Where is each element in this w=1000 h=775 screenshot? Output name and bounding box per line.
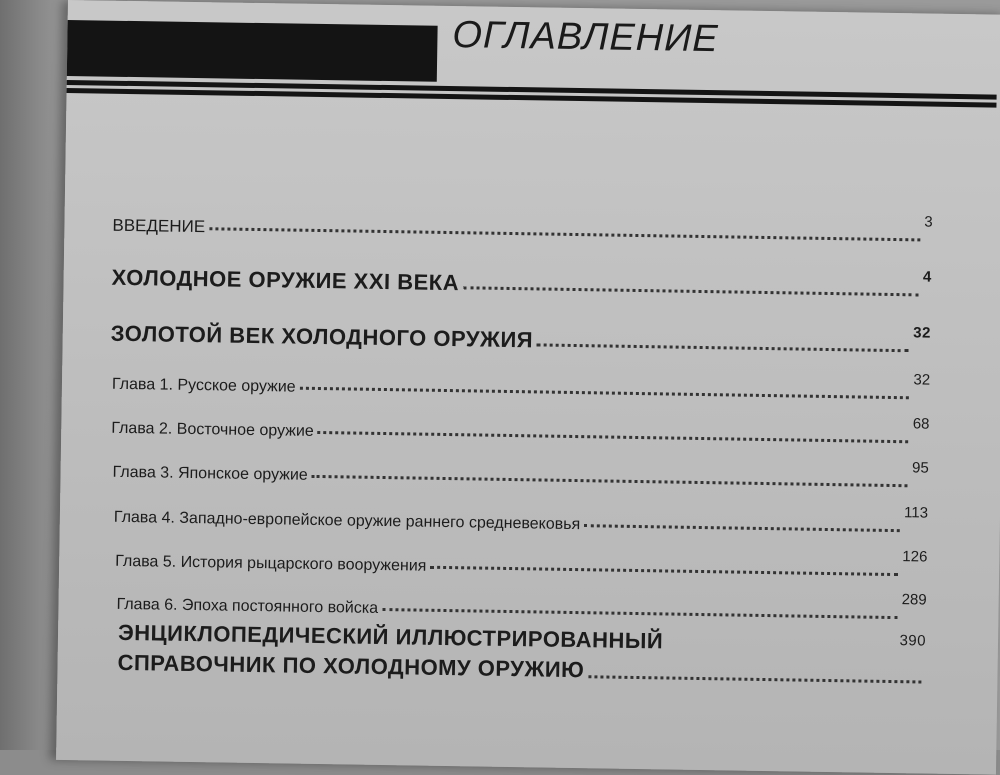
toc-entry-label: Глава 3. Японское оружие xyxy=(112,463,308,484)
toc-entry-page: 113 xyxy=(903,504,929,522)
toc-entry-chapter-3[interactable] xyxy=(112,447,928,495)
toc-entry-chapter-1[interactable] xyxy=(112,359,930,407)
toc-entry-page: 289 xyxy=(901,591,927,609)
toc-entry-label: ЗОЛОТОЙ ВЕК ХОЛОДНОГО ОРУЖИЯ xyxy=(110,320,534,353)
toc-leader-dots xyxy=(463,285,919,296)
toc-entry-label: Глава 2. Восточное оружие xyxy=(111,419,314,440)
toc-entry-page: 95 xyxy=(911,459,929,477)
toc-entry-intro[interactable] xyxy=(112,201,932,249)
page-title: ОГЛАВЛЕНИЕ xyxy=(452,14,720,61)
toc-leader-dots xyxy=(584,523,900,532)
toc-entry-label: ВВЕДЕНИЕ xyxy=(112,215,206,237)
toc-entry-part-2[interactable] xyxy=(111,312,931,360)
toc-entry-part-1[interactable] xyxy=(111,256,931,304)
header-thick-bar xyxy=(67,20,438,82)
toc-entry-page: 32 xyxy=(913,324,932,342)
toc-leader-dots xyxy=(312,474,908,487)
toc-entry-page: 4 xyxy=(922,268,932,286)
toc-entry-part-3[interactable] xyxy=(117,618,926,691)
toc-entry-chapter-2[interactable] xyxy=(111,403,929,451)
toc-entry-label: Глава 1. Русское оружие xyxy=(111,375,296,396)
toc-entry-label: ХОЛОДНОЕ ОРУЖИЕ XXI ВЕКА xyxy=(111,264,460,296)
toc-entry-page: 390 xyxy=(899,632,927,650)
toc-entry-page: 68 xyxy=(912,415,930,433)
toc-entry-chapter-5[interactable] xyxy=(115,536,927,584)
toc-leader-dots xyxy=(382,607,897,619)
toc-leader-dots xyxy=(318,430,909,443)
toc-entry-label: Глава 5. История рыцарского вооружения xyxy=(115,552,427,575)
toc-entry-chapter-4[interactable] xyxy=(114,492,928,540)
toc-leader-dots xyxy=(300,386,910,400)
toc-entry-label: Глава 6. Эпоха постоянного войска xyxy=(116,595,379,617)
toc-entry-page: 32 xyxy=(913,371,931,389)
toc-entry-label-line-2: СПРАВОЧНИК ПО ХОЛОДНОМУ ОРУЖИЮ xyxy=(117,649,585,683)
toc-entry-page: 3 xyxy=(924,213,933,231)
toc-entry-label: Глава 4. Западно-европейское оружие раннего средневековья xyxy=(113,508,581,534)
toc-leader-dots xyxy=(209,226,920,241)
toc-leader-dots xyxy=(430,565,898,576)
toc-entry-page: 126 xyxy=(902,548,928,566)
toc-entry-label-line-1: ЭНЦИКЛОПЕДИЧЕСКИЙ ИЛЛЮСТРИРОВАННЫЙ xyxy=(117,619,664,654)
toc-leader-dots xyxy=(588,674,921,683)
toc-leader-dots xyxy=(537,342,909,352)
book-page xyxy=(56,0,1000,775)
